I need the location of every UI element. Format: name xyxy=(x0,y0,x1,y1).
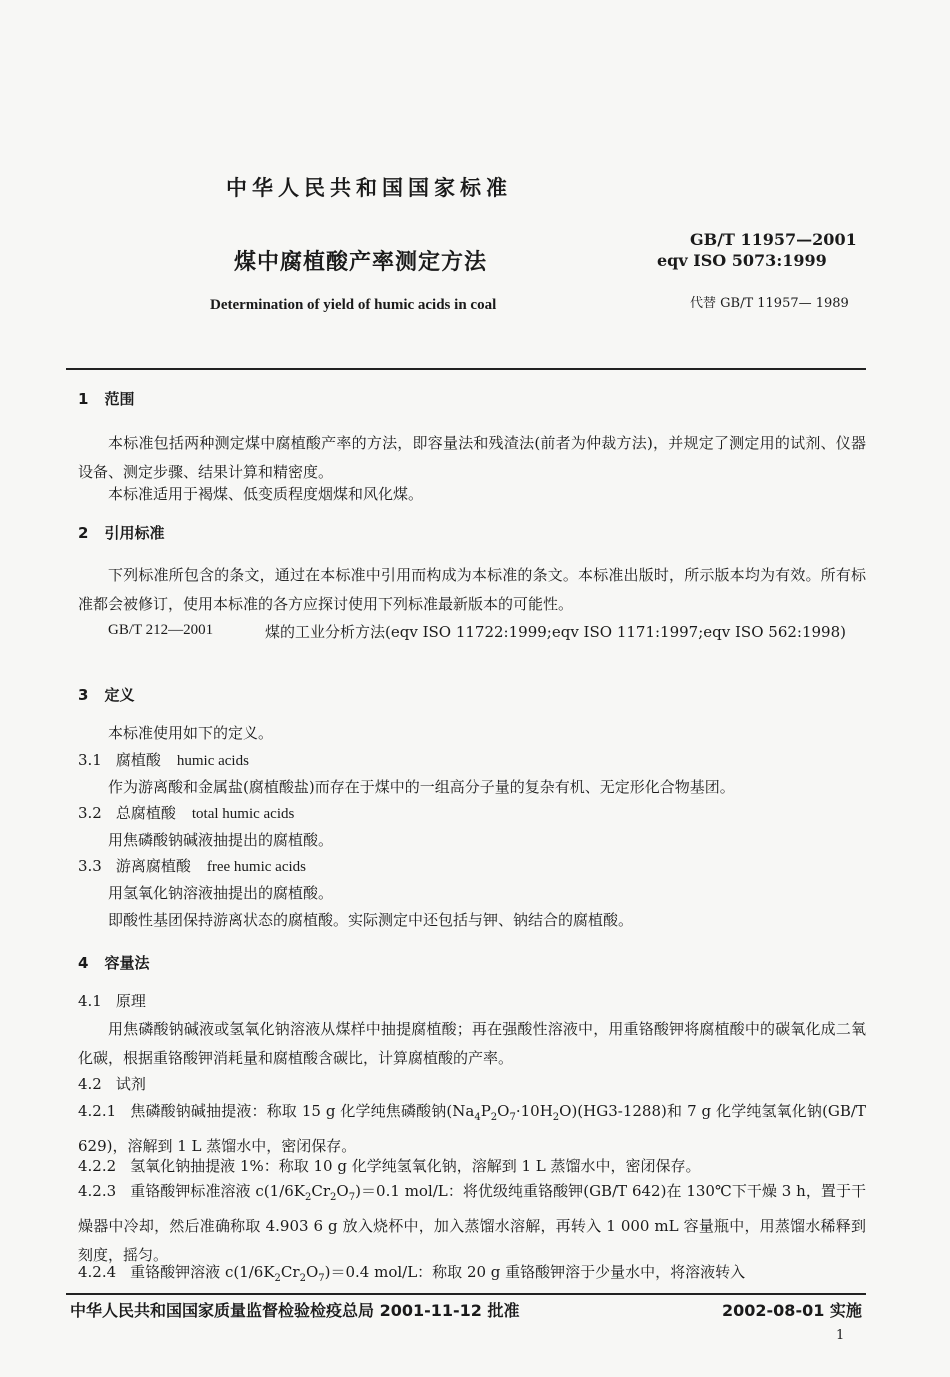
reference-title: 煤的工业分析方法(eqv ISO 11722:1999;eqv ISO 1171:1997;eqv ISO 562:1998) xyxy=(265,623,846,641)
definition-3-3-heading xyxy=(78,853,306,880)
clause-4-2-heading xyxy=(78,1071,146,1097)
definition-3-1-heading xyxy=(78,747,249,774)
document-title-en: Determination of yield of humic acids in coal xyxy=(210,297,497,313)
text-run: )＝0.1 mol/L：将优级纯重铬酸钾(GB/T 642)在 130℃下干燥 3 h，置于干燥器中冷却，然后准确称取 4.903 6 g 放入烧杯中，加入蒸馏水溶解，再转入 1 000 mL 容量瓶中，用蒸馏水稀释到刻度，摇匀。 xyxy=(78,1182,866,1264)
subscript: 7 xyxy=(509,1112,516,1123)
text-run: 焦磷酸钠碱抽提液：称取 15 g 化学纯焦磷酸钠(Na xyxy=(130,1102,475,1120)
subscript: 2 xyxy=(330,1192,337,1203)
header-rule xyxy=(66,368,866,370)
replaces-standard: 代替 GB/T 11957— 1989 xyxy=(690,296,849,311)
subscript: 7 xyxy=(348,1192,356,1203)
clause-number: 3.1 xyxy=(78,751,102,769)
text-run: )＝0.4 mol/L：称取 20 g 重铬酸钾溶于少量水中，将溶液转入 xyxy=(324,1263,746,1281)
reference-code: GB/T 212—2001 xyxy=(108,622,214,638)
text-run: O xyxy=(497,1102,510,1120)
text-run: O)(HG3-1288)和 7 g 化学纯氢氧化钠(GB/T 629)，溶解到 1 L 蒸馏水中，密闭保存。 xyxy=(78,1102,866,1155)
subscript: 2 xyxy=(274,1273,281,1284)
equivalent-standard: eqv ISO 5073:1999 xyxy=(657,251,827,270)
term-en: humic acids xyxy=(176,753,249,769)
national-standard-heading: 中华人民共和国国家标准 xyxy=(226,176,512,200)
scope-paragraph: 本标准包括两种测定煤中腐植酸产率的方法，即容量法和残渣法(前者为仲裁方法)，并规定了测定用的试剂、仪器设备、测定步骤、结果计算和精密度。 xyxy=(78,434,866,481)
reagent-4-2-1 xyxy=(78,1097,866,1161)
clause-4-1-heading xyxy=(78,988,146,1014)
subscript: 2 xyxy=(490,1112,498,1123)
subscript: 2 xyxy=(305,1192,312,1203)
clause-text: 氢氧化钠抽提液 1%：称取 10 g 化学纯氢氧化钠，溶解到 1 L 蒸馏水中，密闭保存。 xyxy=(130,1157,701,1175)
clause-title: 原理 xyxy=(115,992,146,1010)
text-run: O xyxy=(336,1182,349,1200)
definition-3-2-heading xyxy=(78,800,294,827)
clause-number: 3.2 xyxy=(78,804,102,822)
section-3-heading xyxy=(78,684,134,705)
text-run: Cr xyxy=(280,1263,300,1281)
term-en: free humic acids xyxy=(206,859,306,875)
term-en: total humic acids xyxy=(191,806,295,822)
section-number: 2 xyxy=(78,524,89,542)
document-title-cn: 煤中腐植酸产率测定方法 xyxy=(234,250,488,275)
effective-date: 2002-08-01 实施 xyxy=(722,1301,862,1320)
term-cn: 游离腐植酸 xyxy=(115,857,191,875)
scope-applicability: 本标准适用于褐煤、低变质程度烟煤和风化煤。 xyxy=(108,485,424,503)
approval-line: 中华人民共和国国家质量监督检验检疫总局 2001-11-12 批准 xyxy=(70,1301,520,1320)
section-number: 3 xyxy=(78,686,89,704)
section-title: 容量法 xyxy=(104,954,150,972)
reagent-4-2-3 xyxy=(78,1177,866,1270)
text-run: Cr xyxy=(311,1182,331,1200)
footer-rule xyxy=(66,1293,866,1295)
reagent-4-2-2 xyxy=(78,1153,701,1179)
references-paragraph: 下列标准所包含的条文，通过在本标准中引用而构成为本标准的条文。本标准出版时，所示版本均为有效。所有标准都会被修订，使用本标准的各方应探讨使用下列标准最新版本的可能性。 xyxy=(78,566,866,613)
section-number: 1 xyxy=(78,390,89,408)
text-run: O xyxy=(305,1263,319,1281)
principle-paragraph: 用焦磷酸钠碱液或氢氧化钠溶液从煤样中抽提腐植酸；再在强酸性溶液中，用重铬酸钾将腐植酸中的碳氧化成二氧化碳，根据重铬酸钾消耗量和腐植酸含碳比，计算腐植酸的产率。 xyxy=(78,1020,866,1067)
term-cn: 总腐植酸 xyxy=(115,804,176,822)
section-1-heading xyxy=(78,388,134,409)
definition-3-3-text: 用氢氧化钠溶液抽提出的腐植酸。 xyxy=(108,884,334,902)
clause-number: 4.2.2 xyxy=(78,1157,117,1175)
term-cn: 腐植酸 xyxy=(115,751,161,769)
subscript: 2 xyxy=(552,1112,560,1123)
clause-number: 4.2.3 xyxy=(78,1182,117,1200)
clause-number: 4.2.4 xyxy=(78,1263,117,1281)
definition-3-1-text: 作为游离酸和金属盐(腐植酸盐)而存在于煤中的一组高分子量的复杂有机、无定形化合物基团。 xyxy=(108,778,735,796)
reagent-4-2-4 xyxy=(78,1259,866,1292)
definition-3-3-note: 即酸性基团保持游离状态的腐植酸。实际测定中还包括与钾、钠结合的腐植酸。 xyxy=(108,911,634,929)
subscript: 4 xyxy=(474,1112,481,1123)
section-4-heading xyxy=(78,952,149,973)
clause-number: 4.2 xyxy=(78,1075,102,1093)
page-number: 1 xyxy=(836,1328,845,1343)
text-run: P xyxy=(480,1102,491,1120)
section-title: 定义 xyxy=(104,686,135,704)
text-run: ·10H xyxy=(515,1102,553,1120)
section-title: 引用标准 xyxy=(104,524,165,542)
subscript: 2 xyxy=(299,1273,306,1284)
section-2-heading xyxy=(78,522,164,543)
section-title: 范围 xyxy=(104,390,135,408)
clause-number: 4.2.1 xyxy=(78,1102,117,1120)
clause-number: 4.1 xyxy=(78,992,102,1010)
standard-code: GB/T 11957—2001 xyxy=(690,230,857,249)
text-run: 重铬酸钾标准溶液 c(1/6K xyxy=(130,1182,305,1200)
section-number: 4 xyxy=(78,954,89,972)
definition-3-2-text: 用焦磷酸钠碱液抽提出的腐植酸。 xyxy=(108,831,334,849)
subscript: 7 xyxy=(318,1273,325,1284)
text-run: 重铬酸钾溶液 c(1/6K xyxy=(130,1263,275,1281)
clause-number: 3.3 xyxy=(78,857,102,875)
definitions-intro: 本标准使用如下的定义。 xyxy=(108,724,274,742)
clause-title: 试剂 xyxy=(115,1075,146,1093)
